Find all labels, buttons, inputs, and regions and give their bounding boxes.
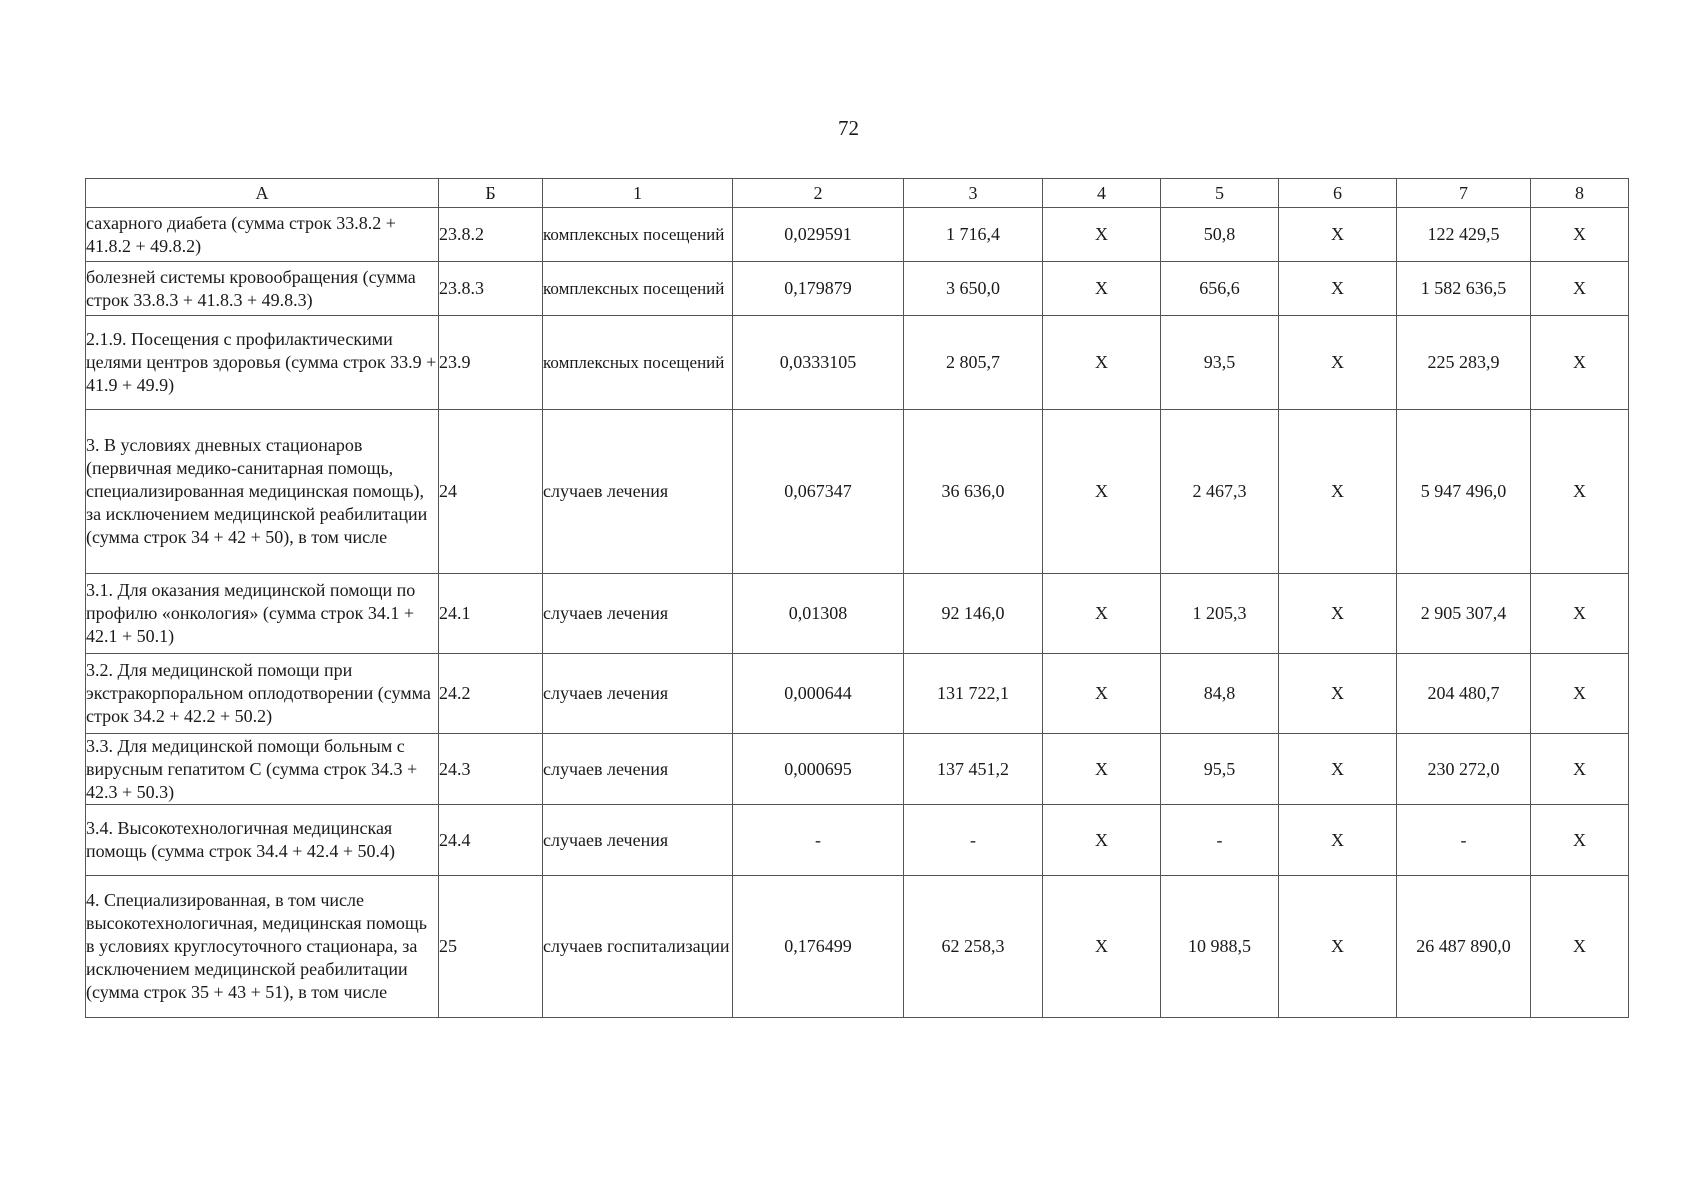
row-code-cell: 25 [439,876,543,1018]
row-unit-cell: случаев лечения [543,654,733,734]
row-unit-cell: комплексных посещений [543,208,733,262]
row-col5-cell: 50,8 [1161,208,1279,262]
table-row [86,876,1629,1018]
row-col8-cell: X [1531,734,1629,805]
header-row [86,179,1629,208]
column-header-2: 2 [733,179,904,208]
table-row [86,734,1629,805]
column-header-7: 7 [1397,179,1531,208]
column-header-4: 4 [1043,179,1161,208]
row-name-cell: 2.1.9. Посещения с профилактическими целями центров здоровья (сумма строк 33.9 + 41.9 + 49.9) [86,316,439,410]
row-col6-cell: X [1279,805,1397,876]
row-col3-cell: 62 258,3 [904,876,1043,1018]
table-row [86,654,1629,734]
row-col3-cell: - [904,805,1043,876]
row-col8-cell: X [1531,876,1629,1018]
row-unit-cell: комплексных посещений [543,316,733,410]
row-col8-cell: X [1531,805,1629,876]
table-row [86,316,1629,410]
row-col8-cell: X [1531,410,1629,574]
row-code-cell: 24 [439,410,543,574]
row-col6-cell: X [1279,208,1397,262]
row-unit-cell: случаев лечения [543,574,733,654]
column-header-3: 3 [904,179,1043,208]
table-row [86,410,1629,574]
row-col5-cell: 93,5 [1161,316,1279,410]
column-header-b: Б [439,179,543,208]
row-col6-cell: X [1279,410,1397,574]
row-col4-cell: X [1043,805,1161,876]
row-col7-cell: 5 947 496,0 [1397,410,1531,574]
table-row [86,574,1629,654]
row-col2-cell: 0,029591 [733,208,904,262]
row-name-cell: 3. В условиях дневных стационаров (первичная медико-санитарная помощь, специализированная медицинская помощь), за исключением медицинской реабилитации (сумма строк 34 + 42 + 50), в том числе [86,410,439,574]
row-name-cell: 3.4. Высокотехнологичная медицинская помощь (сумма строк 34.4 + 42.4 + 50.4) [86,805,439,876]
row-unit-cell: случаев лечения [543,805,733,876]
row-col2-cell: 0,067347 [733,410,904,574]
row-col6-cell: X [1279,654,1397,734]
row-col6-cell: X [1279,734,1397,805]
row-code-cell: 23.8.3 [439,262,543,316]
table-row [86,805,1629,876]
row-col8-cell: X [1531,654,1629,734]
row-name-cell: 3.1. Для оказания медицинской помощи по профилю «онкология» (сумма строк 34.1 + 42.1 + 50.1) [86,574,439,654]
row-name-cell: 4. Специализированная, в том числе высокотехнологичная, медицинская помощь в условиях круглосуточного стационара, за исключением медицинской реабилитации (сумма строк 35 + 43 + 51), в том числе [86,876,439,1018]
row-col8-cell: X [1531,316,1629,410]
row-unit-cell: случаев лечения [543,410,733,574]
row-col4-cell: X [1043,574,1161,654]
row-name-cell: болезней системы кровообращения (сумма строк 33.8.3 + 41.8.3 + 49.8.3) [86,262,439,316]
table-row [86,262,1629,316]
row-col3-cell: 1 716,4 [904,208,1043,262]
column-header-a: А [86,179,439,208]
row-col2-cell: 0,176499 [733,876,904,1018]
row-col4-cell: X [1043,876,1161,1018]
row-col4-cell: X [1043,316,1161,410]
row-col5-cell: 10 988,5 [1161,876,1279,1018]
row-name-cell: 3.3. Для медицинской помощи больным с вирусным гепатитом С (сумма строк 34.3 + 42.3 + 50.3) [86,734,439,805]
row-col2-cell: 0,000695 [733,734,904,805]
column-header-5: 5 [1161,179,1279,208]
row-col4-cell: X [1043,208,1161,262]
row-col7-cell: - [1397,805,1531,876]
row-col4-cell: X [1043,654,1161,734]
row-unit-cell: случаев госпитализации [543,876,733,1018]
row-col7-cell: 2 905 307,4 [1397,574,1531,654]
row-code-cell: 24.4 [439,805,543,876]
row-col3-cell: 137 451,2 [904,734,1043,805]
column-header-1: 1 [543,179,733,208]
row-name-cell: 3.2. Для медицинской помощи при экстракорпоральном оплодотворении (сумма строк 34.2 + 42.2 + 50.2) [86,654,439,734]
row-col7-cell: 225 283,9 [1397,316,1531,410]
row-col2-cell: 0,01308 [733,574,904,654]
row-col6-cell: X [1279,574,1397,654]
row-col2-cell: - [733,805,904,876]
row-col4-cell: X [1043,734,1161,805]
column-header-6: 6 [1279,179,1397,208]
row-col2-cell: 0,179879 [733,262,904,316]
row-col6-cell: X [1279,876,1397,1018]
row-col3-cell: 2 805,7 [904,316,1043,410]
row-col8-cell: X [1531,208,1629,262]
row-code-cell: 24.3 [439,734,543,805]
row-col5-cell: 95,5 [1161,734,1279,805]
row-col2-cell: 0,000644 [733,654,904,734]
row-col7-cell: 1 582 636,5 [1397,262,1531,316]
row-code-cell: 23.8.2 [439,208,543,262]
row-col3-cell: 3 650,0 [904,262,1043,316]
row-col5-cell: - [1161,805,1279,876]
row-col2-cell: 0,0333105 [733,316,904,410]
row-col4-cell: X [1043,262,1161,316]
row-name-cell: сахарного диабета (сумма строк 33.8.2 + 41.8.2 + 49.8.2) [86,208,439,262]
row-col5-cell: 656,6 [1161,262,1279,316]
row-col8-cell: X [1531,574,1629,654]
row-code-cell: 24.2 [439,654,543,734]
row-col3-cell: 131 722,1 [904,654,1043,734]
row-col6-cell: X [1279,262,1397,316]
row-code-cell: 23.9 [439,316,543,410]
row-col7-cell: 26 487 890,0 [1397,876,1531,1018]
row-unit-cell: случаев лечения [543,734,733,805]
row-col8-cell: X [1531,262,1629,316]
row-code-cell: 24.1 [439,574,543,654]
row-col7-cell: 230 272,0 [1397,734,1531,805]
row-col5-cell: 2 467,3 [1161,410,1279,574]
column-header-8: 8 [1531,179,1629,208]
data-table [85,178,1629,1018]
row-col7-cell: 204 480,7 [1397,654,1531,734]
row-col6-cell: X [1279,316,1397,410]
row-col5-cell: 1 205,3 [1161,574,1279,654]
row-col7-cell: 122 429,5 [1397,208,1531,262]
row-unit-cell: комплексных посещений [543,262,733,316]
row-col5-cell: 84,8 [1161,654,1279,734]
table-row [86,208,1629,262]
row-col3-cell: 92 146,0 [904,574,1043,654]
row-col4-cell: X [1043,410,1161,574]
page-number: 72 [838,116,859,140]
row-col3-cell: 36 636,0 [904,410,1043,574]
